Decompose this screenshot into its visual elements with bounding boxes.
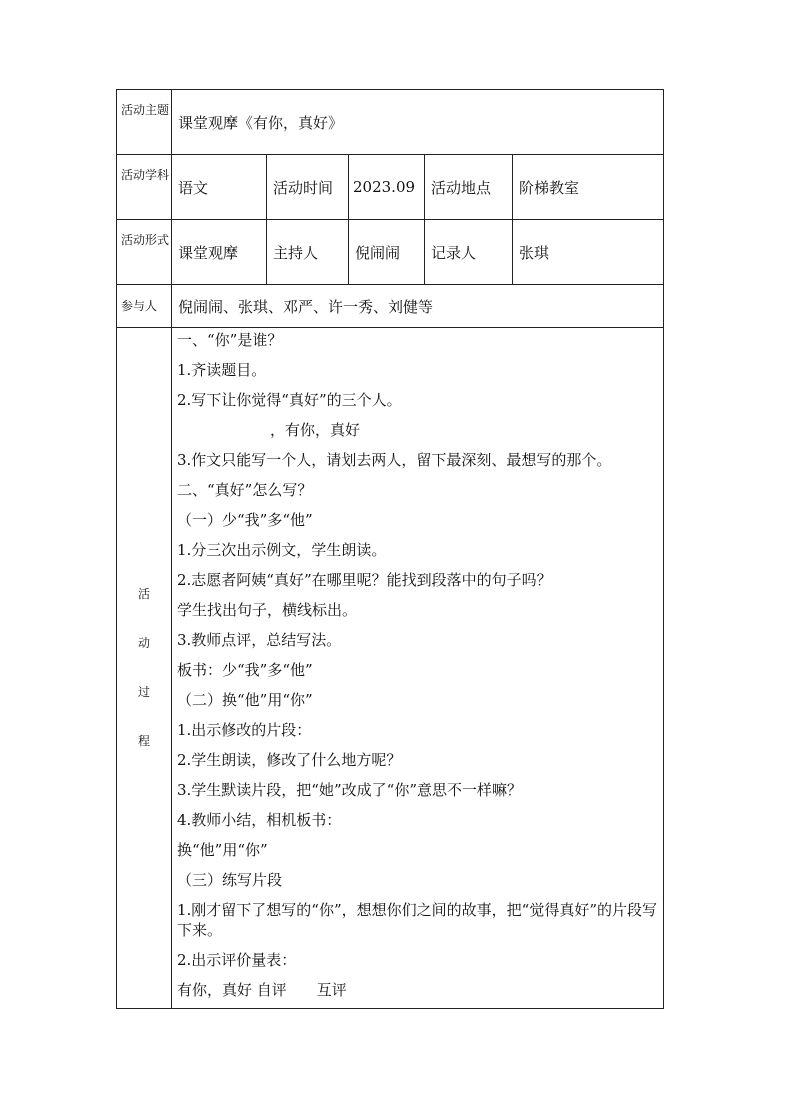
label-topic [117, 90, 172, 155]
value-host [349, 220, 425, 285]
value-topic-text: 课堂观摩《有你，真好》 [178, 113, 344, 132]
value-topic [172, 90, 664, 155]
label-subject [117, 155, 172, 220]
value-participants [172, 285, 664, 328]
value-time-text: 2023.09 [353, 178, 416, 196]
label-host-text: 主持人 [273, 243, 319, 262]
process-line-1: 一、“你”是谁？ [177, 331, 283, 349]
label-participants [117, 285, 172, 328]
process-line-5: 3.作文只能写一个人，请划去两人，留下最深刻、最想写的那个。 [177, 451, 612, 469]
label-time-text: 活动时间 [273, 178, 334, 197]
value-subject-text: 语文 [178, 178, 209, 197]
label-participants-text: 参与人 [121, 299, 158, 313]
process-line-4: ，有你，真好 [270, 421, 361, 439]
label-topic-text: 活动主题 [121, 103, 170, 117]
process-line-7: （一）少“我”多“他” [177, 511, 313, 529]
value-participants-text: 倪闹闹、张琪、邓严、许一秀、刘健等 [178, 297, 434, 316]
value-recorder-text: 张琪 [519, 243, 550, 262]
label-recorder-text: 记录人 [431, 243, 477, 262]
label-place-text: 活动地点 [431, 178, 492, 197]
value-time [349, 155, 425, 220]
value-place-text: 阶梯教室 [519, 178, 580, 197]
row-form [117, 220, 664, 285]
value-form-text: 课堂观摩 [178, 243, 239, 262]
process-line-20: 1.刚才留下了想写的“你”，想想你们之间的故事，把“觉得真好”的片段写下来。 [177, 901, 657, 939]
label-process-char-1: 活 [137, 587, 150, 601]
process-line-17: 4.教师小结，相机板书： [177, 811, 342, 829]
process-line-8: 1.分三次出示例文，学生朗读。 [177, 541, 387, 559]
process-line-11: 3.教师点评，总结写法。 [177, 631, 342, 649]
label-subject-text: 活动学科 [121, 168, 170, 182]
label-recorder [425, 220, 513, 285]
process-line-22: 有你，真好 自评 互评 [177, 981, 347, 999]
process-line-21: 2.出示评价量表： [177, 951, 297, 969]
process-line-3: 2.写下让你觉得“真好”的三个人。 [177, 391, 402, 409]
process-line-6: 二、“真好”怎么写？ [177, 481, 313, 499]
label-place [425, 155, 513, 220]
row-subject [117, 155, 664, 220]
process-line-16: 3.学生默读片段，把“她”改成了“你”意思不一样嘛？ [177, 781, 522, 799]
label-process-char-4: 程 [137, 734, 150, 748]
label-time [267, 155, 349, 220]
row-process [117, 328, 664, 1009]
process-line-13: （二）换“他”用“你” [177, 691, 313, 709]
process-line-9: 2.志愿者阿姨“真好”在哪里呢？能找到段落中的句子吗？ [177, 571, 552, 589]
label-form [117, 220, 172, 285]
process-content [172, 328, 664, 1009]
process-line-15: 2.学生朗读，修改了什么地方呢？ [177, 751, 402, 769]
process-line-12: 板书：少“我”多“他” [177, 661, 313, 679]
value-host-text: 倪闹闹 [355, 243, 401, 262]
value-form [172, 220, 267, 285]
value-place [513, 155, 664, 220]
label-process [117, 328, 172, 1009]
row-topic [117, 90, 664, 155]
process-line-18: 换“他”用“你” [177, 841, 268, 859]
process-line-19: （三）练写片段 [177, 871, 283, 889]
label-process-char-3: 过 [137, 685, 150, 699]
value-subject [172, 155, 267, 220]
process-line-2: 1.齐读题目。 [177, 361, 267, 379]
process-line-10: 学生找出句子，横线标出。 [177, 601, 358, 619]
activity-record-table [116, 89, 664, 1009]
label-process-char-2: 动 [137, 636, 150, 650]
row-participants [117, 285, 664, 328]
label-host [267, 220, 349, 285]
value-recorder [513, 220, 664, 285]
process-line-14: 1.出示修改的片段： [177, 721, 312, 739]
label-form-text: 活动形式 [121, 233, 170, 247]
